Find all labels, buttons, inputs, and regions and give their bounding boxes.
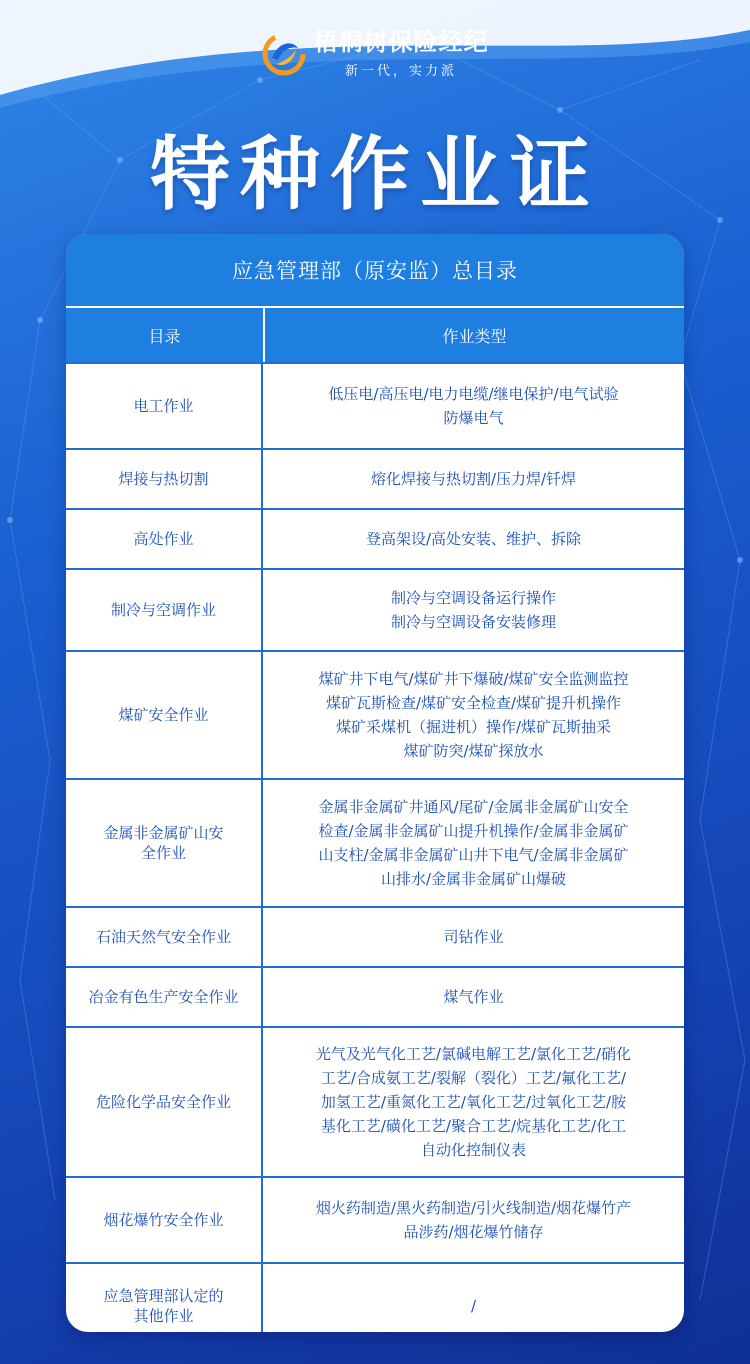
row-category: 电工作业 — [66, 364, 263, 448]
table-row — [66, 568, 684, 650]
row-types: 煤气作业 — [443, 988, 504, 1006]
table-row — [66, 966, 684, 1026]
row-types: 光气及光气化工艺/氯碱电解工艺/氯化工艺/硝化 工艺/合成氨工艺/裂解（裂化）工艺/氟化工艺/ 加氢工艺/重氮化工艺/氧化工艺/过氧化工艺/胺 基化工艺/磺化工艺/聚合工艺/烷基化工艺/化工 自动化控制仪表 — [315, 1045, 632, 1159]
row-category: 制冷与空调作业 — [66, 570, 263, 650]
row-category: 烟花爆竹安全作业 — [66, 1178, 263, 1262]
row-category: 高处作业 — [66, 510, 263, 568]
column-header-types: 作业类型 — [442, 326, 507, 346]
table-row — [66, 1176, 684, 1262]
brand-slogan: 新一代，实力派 — [344, 64, 457, 79]
row-types: 低压电/高压电/电力电缆/继电保护/电气试验 防爆电气 — [328, 385, 619, 427]
row-types: 金属非金属矿井通风/尾矿/金属非金属矿山安全 检查/金属非金属矿山提升机操作/金属非金属矿 山支柱/金属非金属矿山井下电气/金属非金属矿 山排水/金属非金属矿山爆破 — [318, 798, 629, 888]
row-category: 焊接与热切割 — [66, 450, 263, 508]
table-row — [66, 448, 684, 508]
table-body — [66, 362, 684, 1332]
row-types: 登高架设/高处安装、维护、拆除 — [365, 530, 582, 548]
row-category: 石油天然气安全作业 — [66, 908, 263, 966]
table-row — [66, 362, 684, 448]
table-row — [66, 1026, 684, 1176]
row-types: / — [470, 1297, 477, 1315]
table-row — [66, 778, 684, 906]
brand-name: 梧桐树保险经纪 — [313, 28, 489, 56]
row-category: 金属非金属矿山安 全作业 — [66, 780, 263, 906]
card-header: 应急管理部（原安监）总目录 — [66, 234, 684, 306]
table-row — [66, 650, 684, 778]
row-types: 煤矿井下电气/煤矿井下爆破/煤矿安全监测监控 煤矿瓦斯检查/煤矿安全检查/煤矿提升机操作 煤矿采煤机（掘进机）操作/煤矿瓦斯抽采 煤矿防突/煤矿探放水 — [318, 670, 629, 760]
row-category: 煤矿安全作业 — [66, 652, 263, 778]
row-types: 司钻作业 — [443, 928, 504, 946]
row-types: 熔化焊接与热切割/压力焊/钎焊 — [370, 470, 577, 488]
row-category: 应急管理部认定的 其他作业 — [66, 1264, 263, 1332]
table-header-row — [66, 306, 684, 362]
row-types: 烟火药制造/黑火药制造/引火线制造/烟花爆竹产 品涉药/烟花爆竹储存 — [315, 1199, 632, 1241]
swirl-bird-logo-icon — [262, 32, 306, 76]
row-category: 危险化学品安全作业 — [66, 1028, 263, 1176]
certificate-catalog-card — [66, 234, 684, 1332]
table-row — [66, 508, 684, 568]
column-header-category: 目录 — [66, 308, 265, 362]
row-category: 冶金有色生产安全作业 — [66, 968, 263, 1026]
page-title: 特种作业证 — [150, 128, 600, 221]
row-types: 制冷与空调设备运行操作 制冷与空调设备安装修理 — [390, 589, 556, 631]
table-row — [66, 1262, 684, 1332]
brand-header — [0, 28, 750, 79]
table-row — [66, 906, 684, 966]
